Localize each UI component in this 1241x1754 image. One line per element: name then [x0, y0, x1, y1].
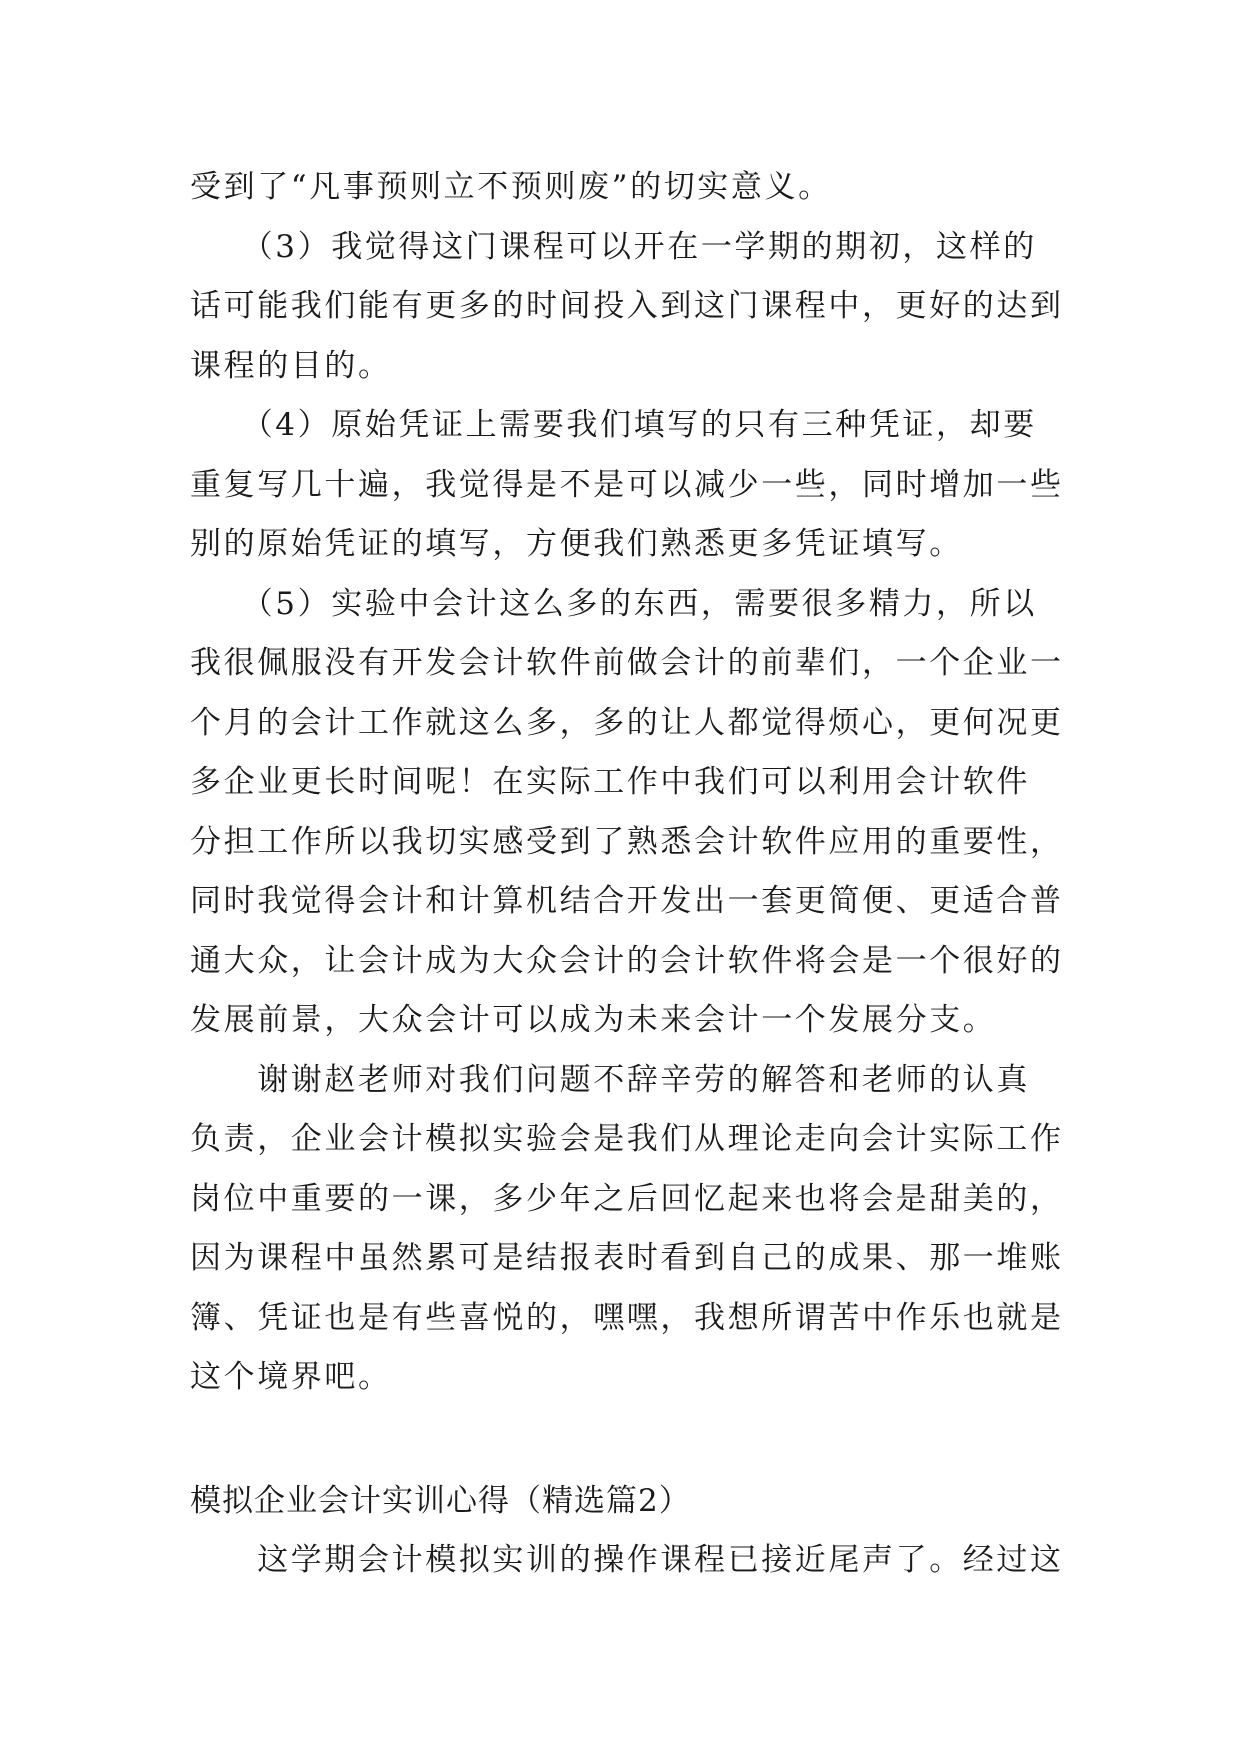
text-line: 这学期会计模拟实训的操作课程已接近尾声了。经过这 — [190, 1542, 1064, 1578]
text-line: 我很佩服没有开发会计软件前做会计的前辈们，一个企业一 — [190, 645, 1064, 681]
text-line: 课程的目的。 — [190, 347, 392, 384]
text-line: 谢谢赵老师对我们问题不辞辛劳的解答和老师的认真 — [190, 1061, 1030, 1098]
text-line: 别的原始凭证的填写，方便我们熟悉更多凭证填写。 — [190, 526, 963, 562]
text-line: 话可能我们能有更多的时间投入到这门课程中，更好的达到 — [190, 288, 1064, 324]
text-line: （4）原始凭证上需要我们填写的只有三种凭证，却要 — [190, 407, 1037, 443]
text-line: 这个境界吧。 — [190, 1359, 392, 1395]
text-line: 簿、凭证也是有些喜悦的，嘿嘿，我想所谓苦中作乐也就是 — [190, 1299, 1064, 1336]
text-line: 同时我觉得会计和计算机结合开发出一套更简便、更适合普 — [190, 883, 1064, 919]
text-line: 发展前景，大众会计可以成为未来会计一个发展分支。 — [190, 1002, 997, 1038]
text-line: （5）实验中会计这么多的东西，需要很多精力，所以 — [190, 585, 1037, 622]
section-heading: 模拟企业会计实训心得（精选篇2） — [190, 1482, 691, 1519]
text-line: 分担工作所以我切实感受到了熟悉会计软件应用的重要性， — [190, 823, 1064, 860]
section-gap — [190, 1408, 1052, 1472]
text-line: 通大众，让会计成为大众会计的会计软件将会是一个很好的 — [190, 942, 1064, 979]
text-line: （3）我觉得这门课程可以开在一学期的期初，这样的 — [190, 228, 1037, 265]
text-line: 岗位中重要的一课，多少年之后回忆起来也将会是甜美的， — [190, 1180, 1064, 1217]
text-line: 受到了“凡事预则立不预则废”的切实意义。 — [190, 169, 832, 205]
document-page — [190, 158, 1064, 1591]
text-line: 多企业更长时间呢！在实际工作中我们可以利用会计软件 — [190, 764, 1030, 800]
text-line: 重复写几十遍，我觉得是不是可以减少一些，同时增加一些 — [190, 466, 1064, 503]
text-line: 个月的会计工作就这么多，多的让人都觉得烦心，更何况更 — [190, 704, 1064, 741]
text-line: 负责，企业会计模拟实验会是我们从理论走向会计实际工作 — [190, 1121, 1064, 1157]
text-line: 因为课程中虽然累可是结报表时看到自己的成果、那一堆账 — [190, 1240, 1064, 1276]
